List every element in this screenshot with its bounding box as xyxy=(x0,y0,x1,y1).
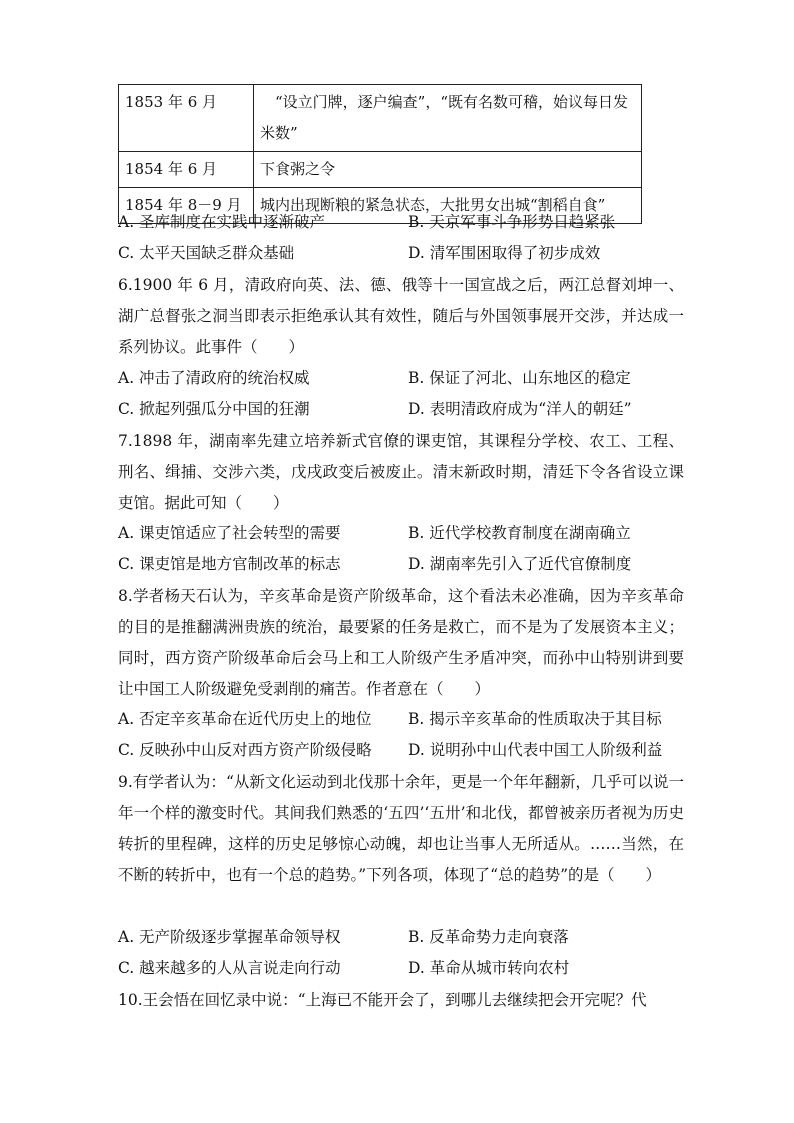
q8-stem: 8.学者杨天石认为，辛亥革命是资产阶级革命，这个看法未必准确，因为辛亥革命的目的是推翻满洲贵族的统治，最要紧的任务是救亡，而不是为了发展资本主义；同时，西方资产阶级革命后会马上和工人阶级产生矛盾冲突，而孙中山特别讲到要让中国工人阶级避免受剥削的痛苦。作者意在（ ） xyxy=(118,587,684,698)
q6-options-row-2 xyxy=(118,394,688,424)
q7-option-c[interactable]: C. 课吏馆是地方官制改革的标志 xyxy=(118,555,341,573)
q8-option-c[interactable]: C. 反映孙中山反对西方资产阶级侵略 xyxy=(118,741,372,759)
q6-option-c[interactable]: C. 掀起列强瓜分中国的狂潮 xyxy=(118,400,310,418)
table-cell-event: 下食粥之令 xyxy=(254,152,642,188)
q8-option-d[interactable]: D. 说明孙中山代表中国工人阶级利益 xyxy=(408,741,663,759)
q5-option-d[interactable]: D. 清军围困取得了初步成效 xyxy=(408,244,601,262)
table-cell-date: 1853 年 6 月 xyxy=(119,85,254,152)
q8-options-row-1 xyxy=(118,704,688,734)
history-table xyxy=(118,84,642,224)
q5-options-row-2 xyxy=(118,238,688,268)
table-cell-event: “设立门牌，逐户编查”，“既有名数可稽，始议每日发米数” xyxy=(254,85,642,152)
q6-option-a[interactable]: A. 冲击了清政府的统治权威 xyxy=(118,369,310,387)
table-row xyxy=(119,85,642,152)
q9-option-a[interactable]: A. 无产阶级逐步掌握革命领导权 xyxy=(118,928,341,946)
table-row xyxy=(119,152,642,188)
q7-option-d[interactable]: D. 湖南率先引入了近代官僚制度 xyxy=(408,555,632,573)
table-cell-date: 1854 年 8－9 月 xyxy=(119,188,254,224)
q9-option-b[interactable]: B. 反革命势力走向衰落 xyxy=(408,928,569,946)
q7-options-row-1 xyxy=(118,518,688,548)
q8-option-a[interactable]: A. 否定辛亥革命在近代历史上的地位 xyxy=(118,710,372,728)
q7-options-row-2 xyxy=(118,549,688,579)
q10-stem: 10.王会悟在回忆录中说：“上海已不能开会了，到哪儿去继续把会开完呢？代 xyxy=(118,991,647,1009)
table-cell-event: 城内出现断粮的紧急状态，大批男女出城“割稻自食” xyxy=(254,188,642,224)
q8-options-row-2 xyxy=(118,735,688,765)
q9-stem: 9.有学者认为：“从新文化运动到北伐那十余年，更是一个年年翻新，几乎可以说一年一个样的激变时代。其间我们熟悉的‘五四’‘五卅’和北伐，都曾被亲历者视为历史转折的里程碑，这样的历史足够惊心动魄，却也让当事人无所适从。……当然，在不断的转折中，也有一个总的趋势。”下列各项，体现了“总的趋势”的是（ ） xyxy=(118,773,684,884)
q7-option-a[interactable]: A. 课吏馆适应了社会转型的需要 xyxy=(118,524,341,542)
q7-option-b[interactable]: B. 近代学校教育制度在湖南确立 xyxy=(408,524,631,542)
q5-option-a[interactable]: A. 圣库制度在实践中逐渐破产 xyxy=(118,213,326,231)
q5-option-b[interactable]: B. 天京军事斗争形势日趋紧张 xyxy=(408,213,616,231)
q9-options-row-1 xyxy=(118,922,688,952)
q6-option-d[interactable]: D. 表明清政府成为“洋人的朝廷” xyxy=(408,400,632,418)
q6-stem: 6.1900 年 6 月，清政府向英、法、德、俄等十一国宣战之后，两江总督刘坤一、湖广总督张之洞当即表示拒绝承认其有效性，随后与外国领事展开交涉，并达成一系列协议。此事件（ ） xyxy=(118,276,684,356)
table-cell-date: 1854 年 6 月 xyxy=(119,152,254,188)
q7-stem: 7.1898 年，湖南率先建立培养新式官僚的课吏馆，其课程分学校、农工、工程、刑名、缉捕、交涉六类，戊戌政变后被废止。清末新政时期，清廷下令各省设立课吏馆。据此可知（ ） xyxy=(118,432,684,512)
q9-option-d[interactable]: D. 革命从城市转向农村 xyxy=(408,959,570,977)
q6-option-b[interactable]: B. 保证了河北、山东地区的稳定 xyxy=(408,369,631,387)
q6-options-row-1 xyxy=(118,363,688,393)
q8-option-b[interactable]: B. 揭示辛亥革命的性质取决于其目标 xyxy=(408,710,662,728)
q9-option-c[interactable]: C. 越来越多的人从言说走向行动 xyxy=(118,959,341,977)
q5-option-c[interactable]: C. 太平天国缺乏群众基础 xyxy=(118,244,295,262)
q9-options-row-2 xyxy=(118,953,688,983)
q5-options-row-1 xyxy=(118,207,688,237)
